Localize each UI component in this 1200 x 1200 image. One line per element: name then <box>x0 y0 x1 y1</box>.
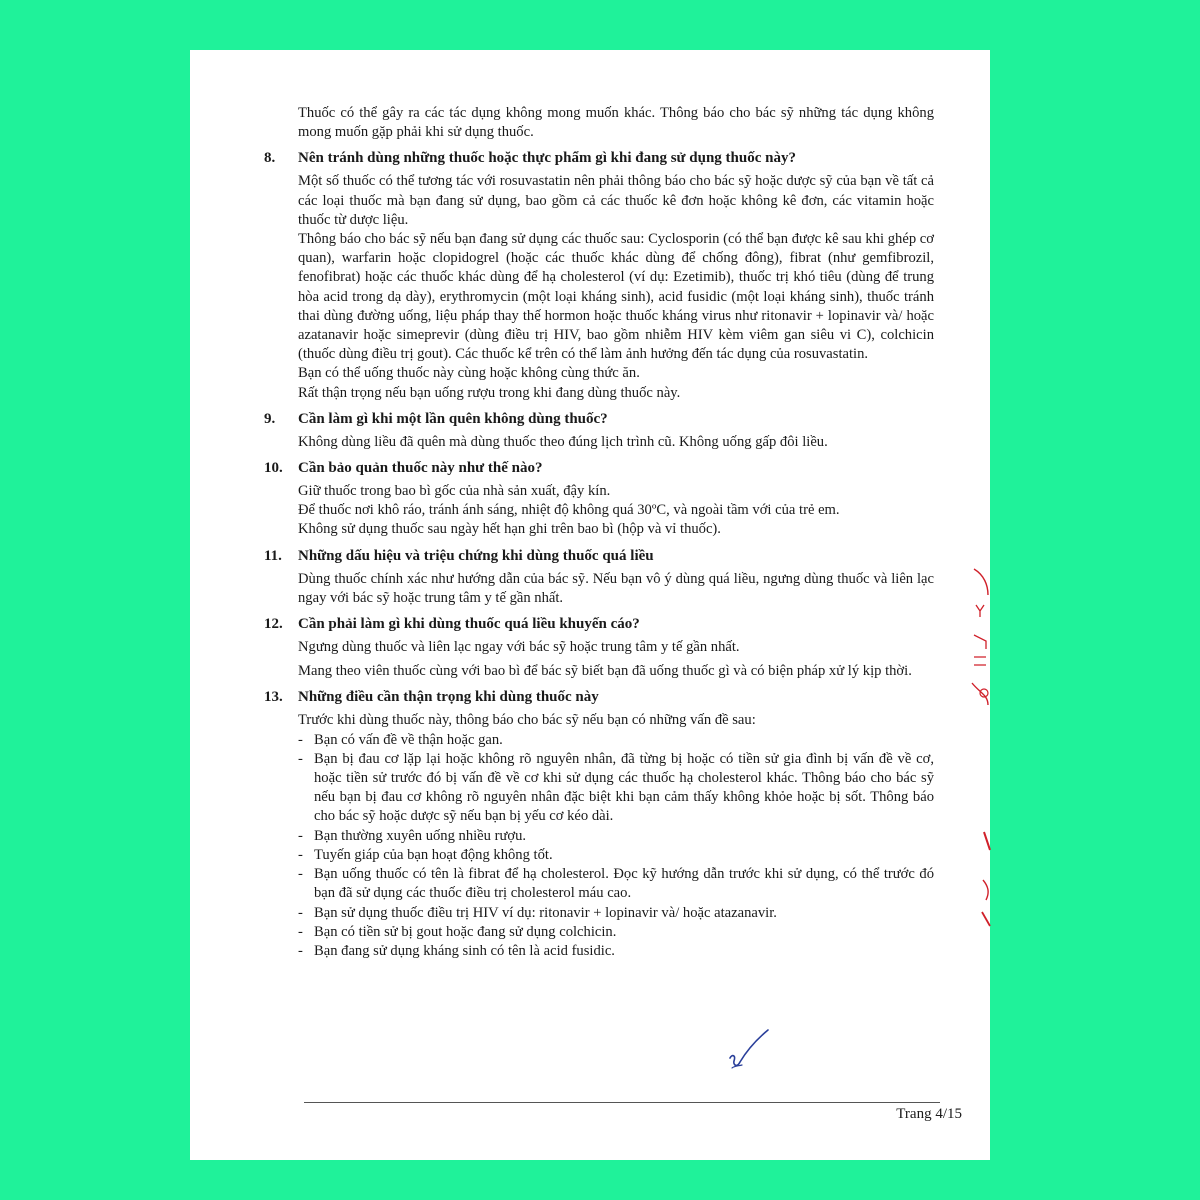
section-heading: Những điều cần thận trọng khi dùng thuốc này <box>298 689 599 706</box>
list-item-text: Bạn uống thuốc có tên là fibrat để hạ cholesterol. Đọc kỹ hướng dẫn trước khi sử dụng, có thể trước đó bạn đã sử dụng các thuốc điều trị cholesterol máu cao. <box>314 866 934 902</box>
paragraph: Giữ thuốc trong bao bì gốc của nhà sản xuất, đậy kín. <box>298 483 611 500</box>
list-item <box>298 904 934 923</box>
paragraph: Không sử dụng thuốc sau ngày hết hạn ghi trên bao bì (hộp và vỉ thuốc). <box>298 521 721 538</box>
section-number: 10. <box>264 460 283 477</box>
paragraph: Bạn có thể uống thuốc này cùng hoặc không cùng thức ăn. <box>298 365 640 382</box>
list-item-text: Bạn có vấn đề về thận hoặc gan. <box>314 731 503 748</box>
paragraph: Mang theo viên thuốc cùng với bao bì để bác sỹ biết bạn đã uống thuốc gì và có biện pháp xử lý kịp thời. <box>298 663 912 680</box>
section-title <box>264 687 934 707</box>
section-10 <box>264 458 934 540</box>
list-item-text: Bạn thường xuyên uống nhiều rượu. <box>314 827 527 844</box>
section-number: 12. <box>264 616 283 633</box>
section-heading: Cần bảo quản thuốc này như thế nào? <box>298 460 543 477</box>
red-seal-stamp-icon <box>970 565 990 745</box>
bullet-dash: - <box>298 750 303 767</box>
bullet-dash: - <box>298 731 303 748</box>
section-12 <box>264 614 934 681</box>
paragraph: Không dùng liều đã quên mà dùng thuốc theo đúng lịch trình cũ. Không uống gấp đôi liều. <box>298 433 828 450</box>
paragraph: Rất thận trọng nếu bạn uống rượu trong khi đang dùng thuốc này. <box>298 384 681 401</box>
bullet-dash: - <box>298 904 303 921</box>
list-item-text: Bạn đang sử dụng kháng sinh có tên là acid fusidic. <box>314 942 615 959</box>
bullet-dash: - <box>298 942 303 959</box>
section-heading: Nên tránh dùng những thuốc hoặc thực phẩm gì khi đang sử dụng thuốc này? <box>298 150 796 167</box>
red-seal-stamp-icon <box>980 830 992 930</box>
section-title <box>264 148 934 168</box>
section-title <box>264 458 934 478</box>
list-item <box>298 865 934 903</box>
precaution-list <box>298 731 934 961</box>
section-title <box>264 614 934 634</box>
footer-divider <box>304 1102 940 1103</box>
section-title <box>264 409 934 429</box>
bullet-dash: - <box>298 827 303 844</box>
handwritten-check-icon <box>724 1028 772 1072</box>
section-title <box>264 546 934 566</box>
section-heading: Cần làm gì khi một lần quên không dùng thuốc? <box>298 410 608 427</box>
section-9 <box>264 409 934 452</box>
list-item <box>298 750 934 827</box>
bullet-dash: - <box>298 923 303 940</box>
list-item-text: Bạn có tiền sử bị gout hoặc đang sử dụng colchicin. <box>314 923 617 940</box>
list-item <box>298 923 934 942</box>
document-content <box>264 104 934 961</box>
section-number: 9. <box>264 410 276 427</box>
page-number: Trang 4/15 <box>896 1106 962 1122</box>
section-11 <box>264 546 934 608</box>
section-number: 11. <box>264 547 282 564</box>
list-item <box>298 731 934 750</box>
bullet-dash: - <box>298 846 303 863</box>
bullet-dash: - <box>298 866 303 883</box>
paragraph: Để thuốc nơi khô ráo, tránh ánh sáng, nhiệt độ không quá 30ºC, và ngoài tầm với của trẻ em. <box>298 502 840 519</box>
paragraph: Thông báo cho bác sỹ nếu bạn đang sử dụng các thuốc sau: Cyclosporin (có thể bạn được kê sau khi ghép cơ quan), warfarin hoặc clopidogrel (hoặc các thuốc khác dùng để chống đông), fibrat (như gemfibrozil, fenofibrat) hoặc các thuốc khác dùng để hạ cholesterol (ví dụ: Ezetimib), thuốc trị khó tiêu (dùng để trung hòa acid trong dạ dày), erythromycin (một loại kháng sinh), acid fusidic (một loại kháng sinh), thuốc tránh thai dùng đường uống, liệu pháp thay thế hormon hoặc thuốc kháng virus như ritonavir + lopinavir và/ hoặc azatanavir hoặc simeprevir (dùng điều trị HIV, bao gồm nhiễm HIV kèm viêm gan siêu vi C), colchicin (thuốc dùng điều trị gout). Các thuốc kể trên có thể làm ảnh hưởng đến tác dụng của rosuvastatin. <box>298 231 934 363</box>
paragraph: Dùng thuốc chính xác như hướng dẫn của bác sỹ. Nếu bạn vô ý dùng quá liều, ngưng dùng thuốc và liên lạc ngay với bác sỹ hoặc trung tâm y tế gần nhất. <box>298 570 934 606</box>
list-item <box>298 942 934 961</box>
list-item <box>298 827 934 846</box>
section-13 <box>264 687 934 961</box>
section-heading: Cần phải làm gì khi dùng thuốc quá liều khuyến cáo? <box>298 616 640 633</box>
list-item-text: Bạn bị đau cơ lặp lại hoặc không rõ nguyên nhân, đã từng bị hoặc có tiền sử gia đình bị vấn đề về cơ, hoặc tiền sử trước đó bị vấn đề về cơ khi sử dụng các thuốc hạ cholesterol khác. Thông báo cho bác sỹ nếu bạn bị đau cơ không rõ nguyên nhân đặc biệt khi bạn cảm thấy không khỏe hoặc bị sốt. Thông báo cho bác sỹ hoặc dược sỹ nếu bạn bị yếu cơ kéo dài. <box>314 750 934 825</box>
document-page <box>190 50 990 1160</box>
list-item-text: Bạn sử dụng thuốc điều trị HIV ví dụ: ritonavir + lopinavir và/ hoặc atazanavir. <box>314 904 777 921</box>
section-number: 13. <box>264 689 283 706</box>
paragraph: Trước khi dùng thuốc này, thông báo cho bác sỹ nếu bạn có những vấn đề sau: <box>298 712 756 729</box>
list-item <box>298 846 934 865</box>
paragraph: Một số thuốc có thể tương tác với rosuvastatin nên phải thông báo cho bác sỹ hoặc dược sỹ của bạn về tất cả các loại thuốc mà bạn đang sử dụng, bao gồm cả các thuốc kê đơn hoặc không kê đơn, các vitamin hoặc thuốc từ dược liệu. <box>298 173 934 228</box>
list-item-text: Tuyến giáp của bạn hoạt động không tốt. <box>314 846 553 863</box>
paragraph: Ngưng dùng thuốc và liên lạc ngay với bác sỹ hoặc trung tâm y tế gần nhất. <box>298 639 740 656</box>
section-8 <box>264 148 934 402</box>
intro-paragraph: Thuốc có thể gây ra các tác dụng không mong muốn khác. Thông báo cho bác sỹ những tác dụng không mong muốn gặp phải khi sử dụng thuốc. <box>298 105 934 141</box>
section-heading: Những dấu hiệu và triệu chứng khi dùng thuốc quá liều <box>298 547 654 564</box>
section-number: 8. <box>264 150 276 167</box>
